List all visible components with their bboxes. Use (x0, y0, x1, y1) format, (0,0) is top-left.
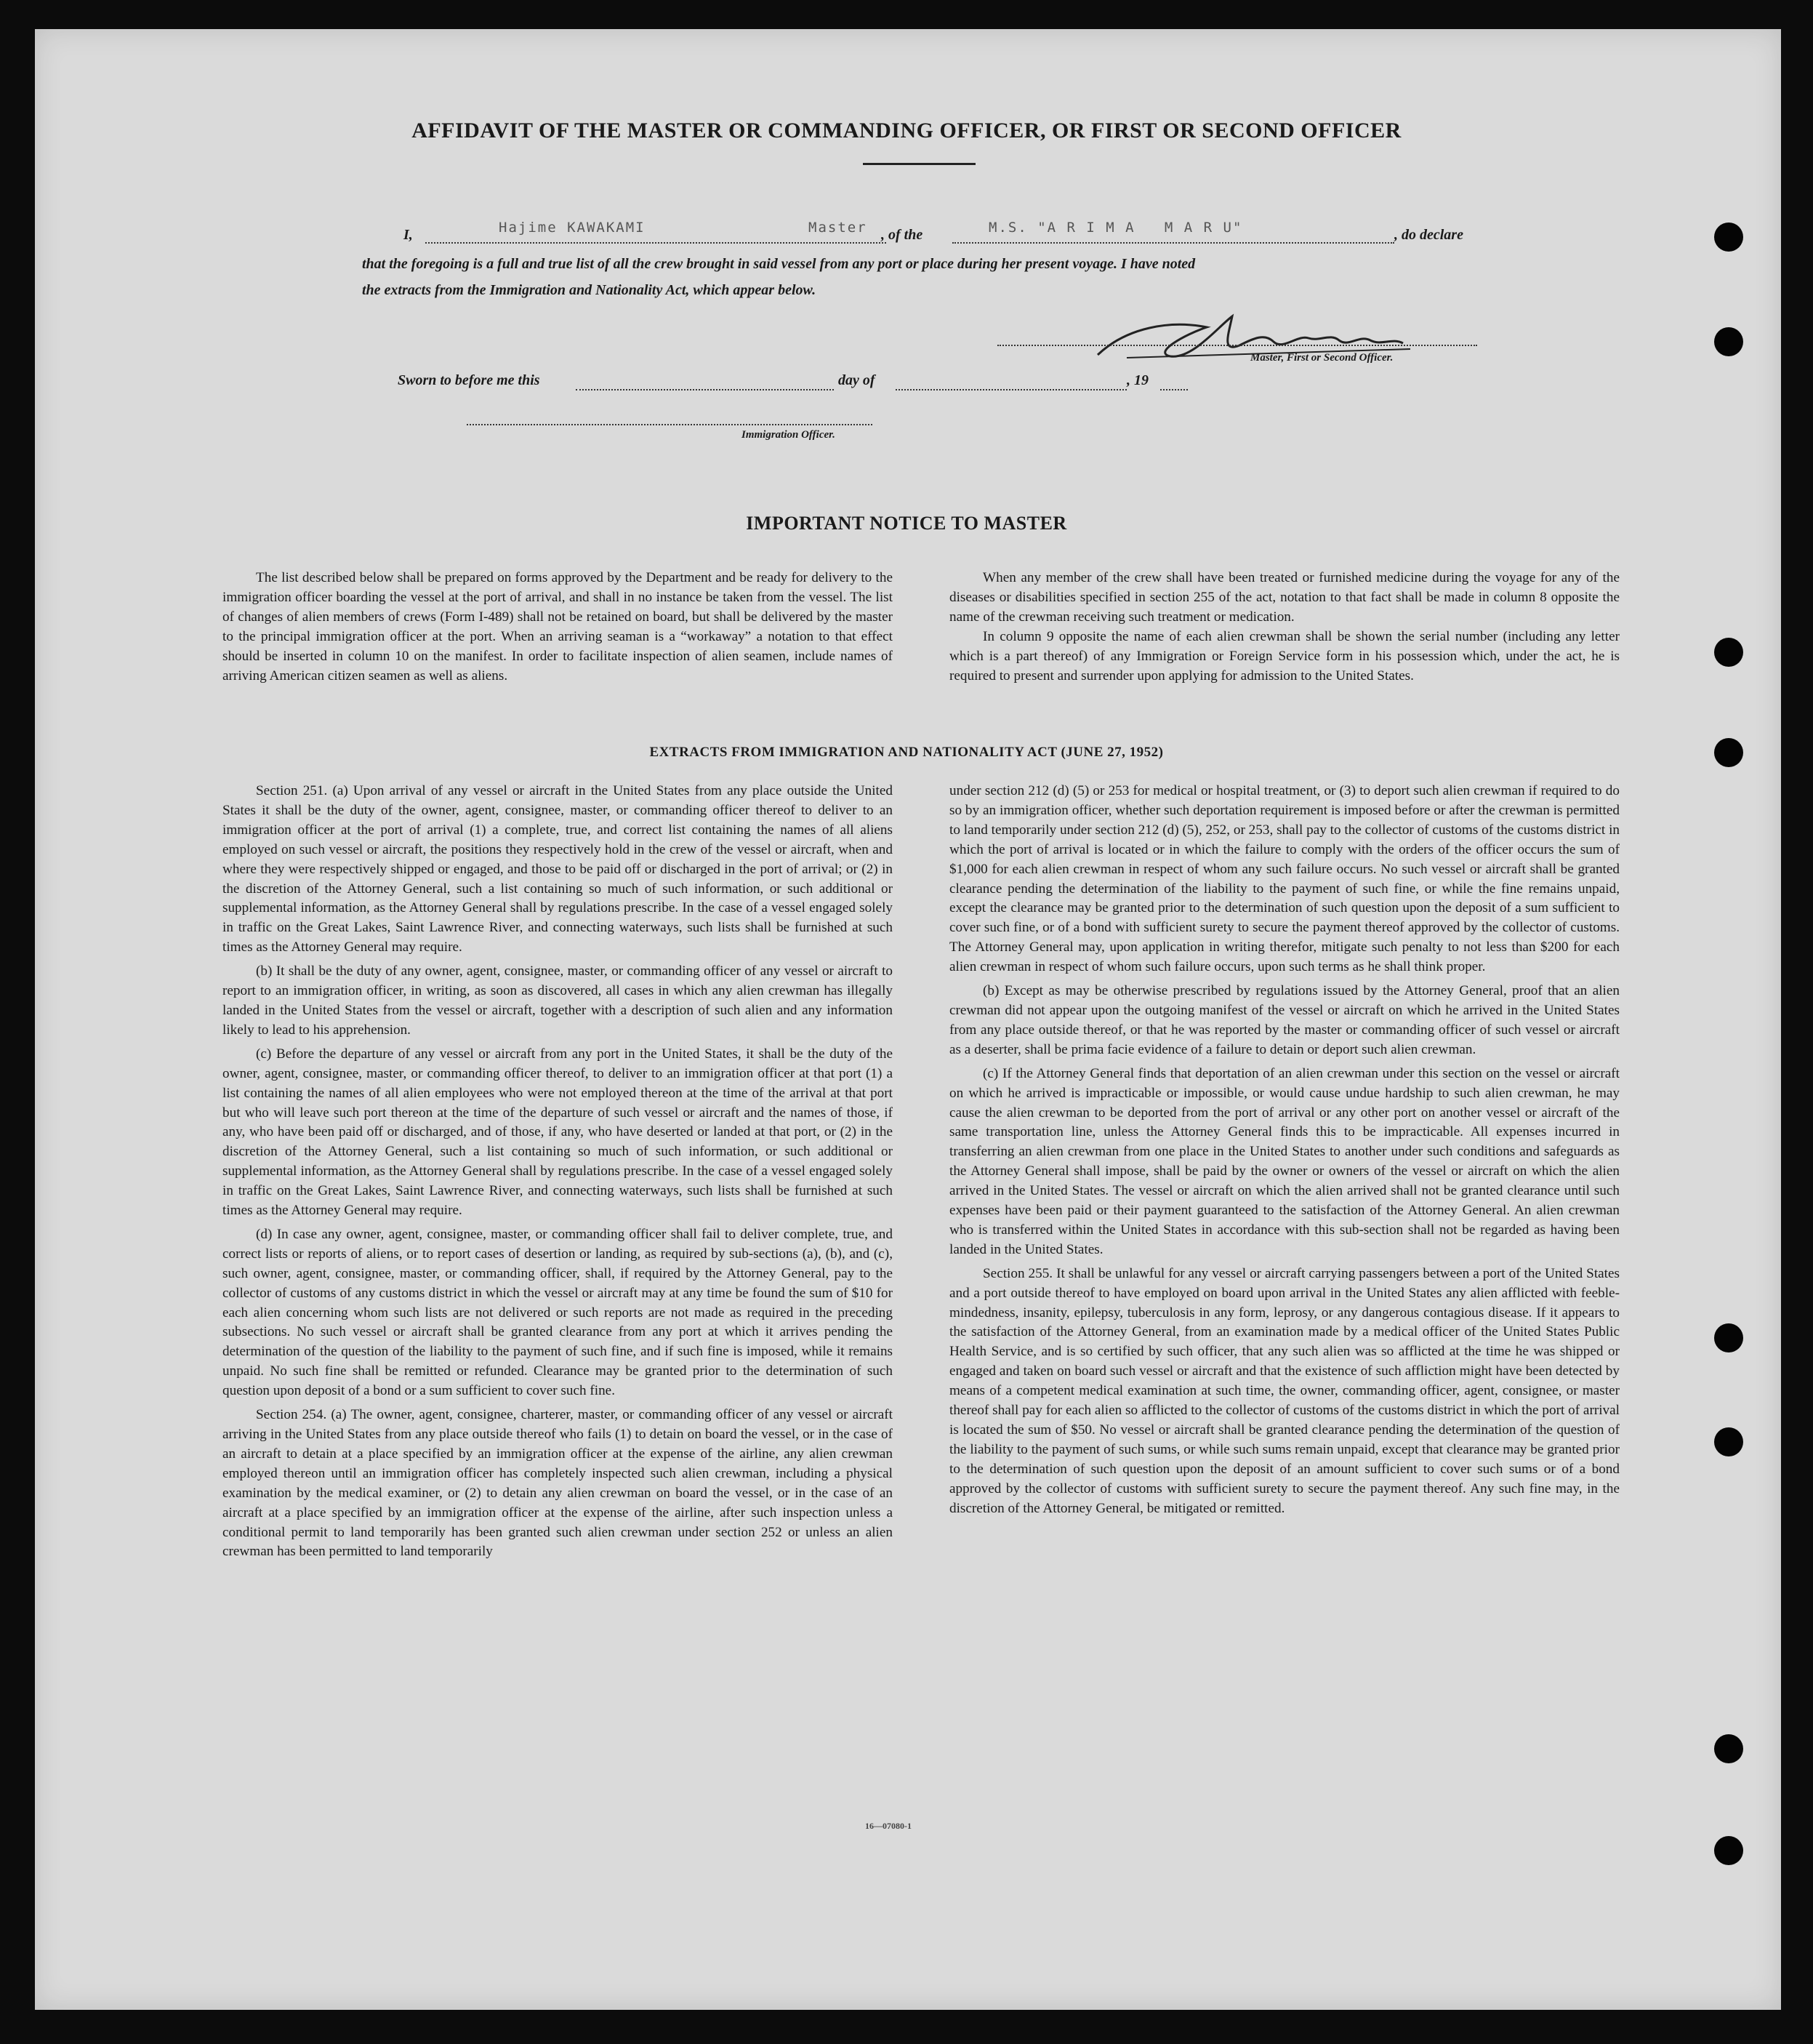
do-declare-label: , do declare (1394, 227, 1463, 243)
extract-paragraph: (c) Before the departure of any vessel or aircraft from any port in the United States, it shall be the duty of the owner, agent, consignee, master, or commanding officer thereof, to deliver to an immigration officer at that port (1) a list containing the names of all alien employees who were not employed thereon at the time of the arrival at that port but who will leave such port thereon at the time of the departure of such vessel or aircraft and the names of those, if any, who have been paid off or discharged, and of those, if any, who have deserted or landed at that port, or (2) in the discretion of the Attorney General, such a list containing so much of such information, or such additional or supplemental information, as the Attorney General shall by regulations prescribe. In the case of a vessel engaged solely in traffic on the Great Lakes, Saint Lawrence River, and connecting waterways, such lists shall be furnished at such times as the Attorney General may require. (222, 1046, 893, 1219)
vessel-line (952, 242, 1394, 244)
form-number: 16—07080-1 (865, 1821, 912, 1831)
extract-paragraph: Section 255. It shall be unlawful for any vessel or aircraft carrying passengers between a port of the United States and a port outside thereof to have employed on board upon arrival in the United States any alien afflicted with feeble-mindedness, insanity, epilepsy, tuberculosis in any form, leprosy, or any dangerous contagious disease. If it appears to the satisfaction of the Attorney General, from an examination made by a medical officer of the United States Public Health Service, and is so certified by such officer, that any such alien was so afflicted at the time he was shipped or engaged and taken on board such vessel or aircraft and that the existence of such affliction might have been detected by means of a competent medical examination at such time, the owner, commanding officer, agent, consignee, or master thereof shall pay for each alien so afflicted to the collector of customs of the customs district in which the port of arrival is located the sum of $50. No vessel or aircraft shall be granted clearance pending the determination of the question of the liability to the payment of such sums, or while such sums remain unpaid, except that clearance may be granted prior to the determination of such question upon the deposit of an amount sufficient to cover such sums or of a bond approved by the collector of customs with sufficient surety to secure the payment thereof. Any such fine may, in the discretion of the Attorney General, be mitigated or remitted. (949, 1265, 1620, 1516)
extract-paragraph: Section 251. (a) Upon arrival of any vessel or aircraft in the United States from any place outside the United States it shall be the duty of the owner, agent, consignee, master, or commanding officer thereof to deliver to an immigration officer at the port of arrival (1) a complete, true, and correct list containing the names of all aliens employed on such vessel or aircraft, the positions they respectively hold in the crew of the vessel or aircraft, when and where they were respectively shipped or engaged, and those to be paid off or discharged in the port of arrival; or (2) in the discretion of the Attorney General, such a list containing so much of such information, or such additional or supplemental information, as the Attorney General shall by regulations prescribe. In the case of a vessel engaged solely in traffic on the Great Lakes, Saint Lawrence River, and connecting waterways, such lists shall be furnished at such times as the Attorney General may require. (222, 783, 893, 955)
notice-paragraph: In column 9 opposite the name of each alien crewman shall be shown the serial number (including any letter which is a part thereof) of any Immigration or Foreign Service form in his possession which, under the act, he is required to present and surrender upon applying for admission to the United States. (949, 628, 1620, 684)
sworn-day-line (576, 389, 834, 390)
binder-hole (1714, 1734, 1743, 1763)
extracts-title: EXTRACTS FROM IMMIGRATION AND NATIONALITY ACT (JUNE 27, 1952) (649, 745, 1164, 760)
notice-paragraph: The list described below shall be prepared on forms approved by the Department and be ready for delivery to the immigration officer boarding the vessel at the port of arrival, and shall in no instance be taken from the vessel. The list of changes of alien members of crews (Form I-489) shall not be retained on board, but shall be delivered by the master to the principal immigration officer at the port. When an arriving seaman is a “workaway” a notation to that effect should be inserted in column 10 on the manifest. In order to facilitate inspection of alien seamen, include names of arriving American citizen seamen as well as aliens. (222, 570, 893, 684)
notice-left-column (222, 569, 893, 686)
notice-right-column (949, 569, 1620, 686)
extract-paragraph: (c) If the Attorney General finds that deportation of an alien crewman under this section on the vessel or aircraft on which he arrived is impracticable or impossible, or would cause undue hardship to such alien crewman, he may cause the alien crewman to be deported from the port of arrival or any other port on another vessel or aircraft of the same transportation line, unless the Attorney General finds this to be impracticable. All expenses incurred in transferring an alien crewman from one place in the United States to another under such conditions and safeguards as the Attorney General shall impose, shall be paid by the owner or owners of the vessel or aircraft on which the alien arrived in the United States. The vessel or aircraft on which the alien arrived shall not be granted clearance until such expenses have been paid or their payment guaranteed to the satisfaction of the Attorney General. An alien crewman who is transferred within the United States in accordance with this sub-section shall not be regarded as having been landed in the United States. (949, 1065, 1620, 1257)
vessel-name: M.S. "A R I M A M A R U" (989, 220, 1243, 236)
notice-title: IMPORTANT NOTICE TO MASTER (746, 513, 1067, 534)
extract-paragraph: under section 212 (d) (5) or 253 for medical or hospital treatment, or (3) to deport such alien crewman if required to do so by an immigration officer, whether such deportation requirement is imposed before or after the crewman is permitted to land temporarily under section 212 (d) (5), 252, or 253, shall pay to the collector of customs of the customs district in which the port of arrival is located or in which the failure to comply with the orders of the officer occurs the sum of $1,000 for each alien crewman in respect of whom any such failure occurs. No such vessel or aircraft shall be granted clearance pending the determination of the liability to the payment of such fine, or while the fine remains unpaid, except the clearance may be granted prior to the determination of such question upon the deposit of a sum sufficient to cover such fine, or of a bond with sufficient surety to secure the payment thereof approved by the collector of customs. The Attorney General may, upon application in writing therefor, mitigate such penalty to not less than $200 for each alien crewman in respect of whom such failure occurs, upon such terms as he shall think proper. (949, 783, 1620, 975)
signature-line (997, 345, 1477, 346)
declaration-line-2: that the foregoing is a full and true list of all the crew brought in said vessel from any port or place during her present voyage. I have noted (362, 256, 1196, 272)
year-label: , 19 (1127, 372, 1149, 388)
master-name: Hajime KAWAKAMI (499, 220, 646, 236)
sworn-label: Sworn to before me this (398, 372, 540, 388)
extract-paragraph: (d) In case any owner, agent, consignee, master, or commanding officer shall fail to deliver complete, true, and correct lists or reports of aliens, or to report cases of desertion or landing, as required by sub-sections (a), (b), and (c), such owner, agent, consignee, master, or commanding officer, shall, if required by the Attorney General, pay to the collector of customs of any customs district in which the vessel or aircraft may at any time be found the sum of $10 for each alien concerning whom such lists are not delivered or such reports are not made as required in the preceding subsections. No such vessel or aircraft shall be granted clearance from any port at which it arrives pending the determination of the question of the liability to the payment of such fine, and if such fine is imposed, while it remains unpaid. No such fine shall be remitted or refunded. Clearance may be granted prior to the determination of such question upon deposit of a bond or a sum sufficient to cover such fine. (222, 1226, 893, 1399)
rank: Master (808, 220, 867, 236)
extract-paragraph: (b) Except as may be otherwise prescribed by regulations issued by the Attorney General, proof that an alien crewman did not appear upon the outgoing manifest of the vessel or aircraft on which he arrived in the United States from any place outside thereof, or that he was reported by the master or commanding officer of such vessel or aircraft as a deserter, shall be prima facie evidence of a failure to detain or deport such alien crewman. (949, 983, 1620, 1057)
binder-hole (1714, 1836, 1743, 1865)
binder-hole (1714, 1323, 1743, 1352)
sworn-year-line (1160, 389, 1188, 390)
name-rank-line (425, 242, 886, 244)
affidavit-title: AFFIDAVIT OF THE MASTER OR COMMANDING OFFICER, OR FIRST OR SECOND OFFICER (411, 119, 1402, 143)
declaration-line-3: the extracts from the Immigration and Nationality Act, which appear below. (362, 282, 816, 298)
day-of-label: day of (838, 372, 875, 388)
binder-hole (1714, 327, 1743, 356)
binder-hole (1714, 223, 1743, 252)
binder-hole (1714, 638, 1743, 667)
extracts-right-column (949, 782, 1620, 1519)
extract-paragraph: (b) It shall be the duty of any owner, agent, consignee, master, or commanding officer of any vessel or aircraft to report to an immigration officer, in writing, as soon as discovered, all cases in which any alien crewman has illegally landed in the United States from the vessel or aircraft, together with a description of such alien and any information likely to lead to his apprehension. (222, 963, 893, 1038)
notice-paragraph: When any member of the crew shall have been treated or furnished medicine during the voyage for any of the diseases or disabilities specified in section 255 of the act, notation to that fact shall be made in column 8 opposite the name of the crewman receiving such treatment or medication. (949, 570, 1620, 625)
immigration-officer-line (467, 424, 872, 425)
of-the-label: , of the (881, 227, 923, 243)
immigration-officer-caption: Immigration Officer. (741, 429, 835, 441)
declaration-prefix: I, (403, 227, 413, 243)
title-rule (863, 163, 976, 165)
extracts-left-column (222, 782, 893, 1562)
signature-caption: Master, First or Second Officer. (1250, 352, 1394, 364)
binder-hole (1714, 1427, 1743, 1456)
sworn-month-line (896, 389, 1127, 390)
extract-paragraph: Section 254. (a) The owner, agent, consignee, charterer, master, or commanding officer of any vessel or aircraft arriving in the United States from any place outside thereof who fails (1) to detain on board the vessel, or in the case of an aircraft to detain at a place specified by an immigration officer at the expense of the airline, any alien crewman employed thereon until an immigration officer has completely inspected such alien crewman, including a physical examination by the medical examiner, or (2) to detain any alien crewman on board the vessel, or in the case of an aircraft at a place specified by an immigration officer at the expense of the airline, after such inspection unless a conditional permit to land temporarily has been granted such alien crewman under section 252 or unless an alien crewman has been permitted to land temporarily (222, 1407, 893, 1560)
